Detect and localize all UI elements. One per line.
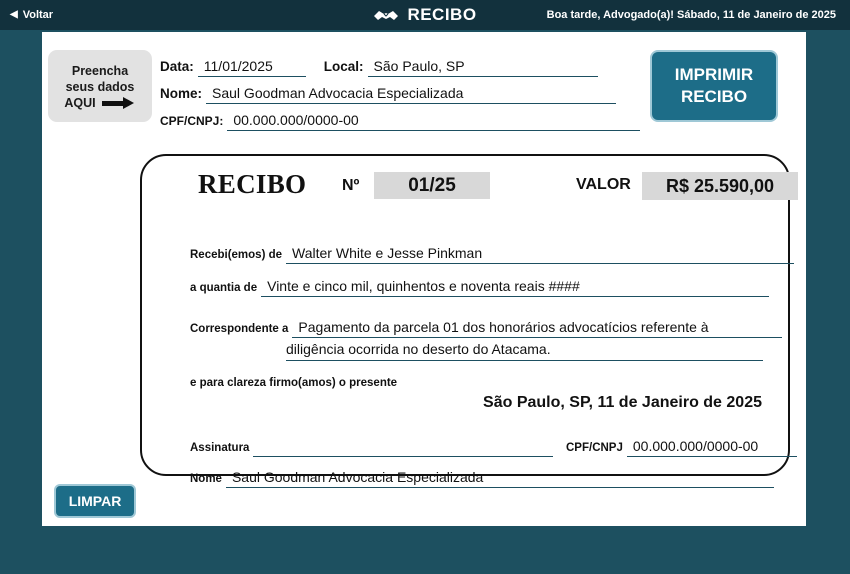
row-assinatura (190, 437, 553, 457)
assinatura-label: Assinatura (190, 442, 250, 454)
hint-line-1: Preencha (71, 63, 129, 78)
row-cpf (160, 104, 640, 131)
hint-line-2: seus dados (65, 79, 135, 94)
nome-footer-label: Nome (190, 473, 222, 485)
cpf-input[interactable] (227, 111, 640, 131)
quantia-input[interactable] (261, 277, 769, 297)
row-quantia (190, 277, 769, 297)
receipt-number-label: Nº (342, 177, 360, 194)
correspondente-input[interactable] (292, 318, 782, 338)
fill-data-hint (48, 50, 152, 122)
form-page (42, 32, 806, 526)
receipt-number-box[interactable] (374, 172, 490, 199)
recebi-input[interactable] (286, 244, 794, 264)
row-cpf-cnpj-footer (566, 437, 797, 457)
local-label: Local: (323, 59, 364, 74)
receipt-title: RECIBO (198, 169, 307, 199)
correspondente-input-line-2[interactable]: diligência ocorrida no deserto do Atacama. (286, 341, 763, 361)
recebi-label: Recebi(emos) de (190, 249, 283, 261)
arrow-right-icon (102, 98, 136, 108)
row-nome-footer (190, 468, 774, 488)
receipt-value-box[interactable] (642, 172, 798, 200)
cpf-cnpj-footer-label: CPF/CNPJ (566, 442, 623, 454)
row-data-local (160, 50, 640, 77)
app-title: RECIBO (407, 5, 477, 24)
cpf-label: CPF/CNPJ: (160, 114, 224, 128)
firmo-text: e para clareza firmo(amos) o presente (190, 377, 398, 389)
city-date-text: São Paulo, SP, 11 de Janeiro de 2025 (483, 394, 762, 411)
receipt-header (142, 156, 788, 206)
receipt-value-label: VALOR (576, 176, 631, 193)
row-nome (160, 77, 640, 104)
receipt-card (140, 154, 790, 485)
quantia-label: a quantia de (190, 282, 258, 294)
nome-label: Nome: (160, 86, 203, 101)
header-fields (160, 50, 640, 131)
handshake-icon (373, 8, 399, 22)
correspondente-label: Correspondente a (190, 323, 289, 335)
nome-footer-input[interactable] (226, 468, 774, 488)
row-recebi (190, 244, 794, 264)
greeting-text: Boa tarde, Advogado(a)! Sábado, 11 de Janeiro de 2025 (546, 9, 836, 21)
clear-button[interactable] (54, 484, 136, 518)
top-bar (0, 0, 850, 30)
row-correspondente (190, 318, 782, 338)
data-label: Data: (160, 59, 194, 74)
back-button[interactable] (0, 9, 63, 21)
print-button-line-2: RECIBO (680, 87, 748, 106)
back-button-label: Voltar (22, 9, 54, 21)
assinatura-input[interactable] (253, 437, 553, 457)
data-input[interactable] (198, 57, 306, 77)
clear-button-label: LIMPAR (68, 493, 122, 509)
print-receipt-button[interactable] (650, 50, 778, 122)
chevron-left-icon: ◀ (10, 9, 18, 20)
hint-line-3: AQUI (64, 95, 96, 110)
hint-line-3-row (64, 96, 135, 111)
cpf-cnpj-footer-input[interactable] (627, 437, 797, 457)
receipt-value-input[interactable] (642, 172, 798, 200)
receipt-number-input[interactable] (374, 172, 490, 199)
local-input[interactable] (368, 57, 598, 77)
print-button-line-1: IMPRIMIR (674, 65, 754, 84)
nome-input[interactable] (206, 84, 616, 104)
